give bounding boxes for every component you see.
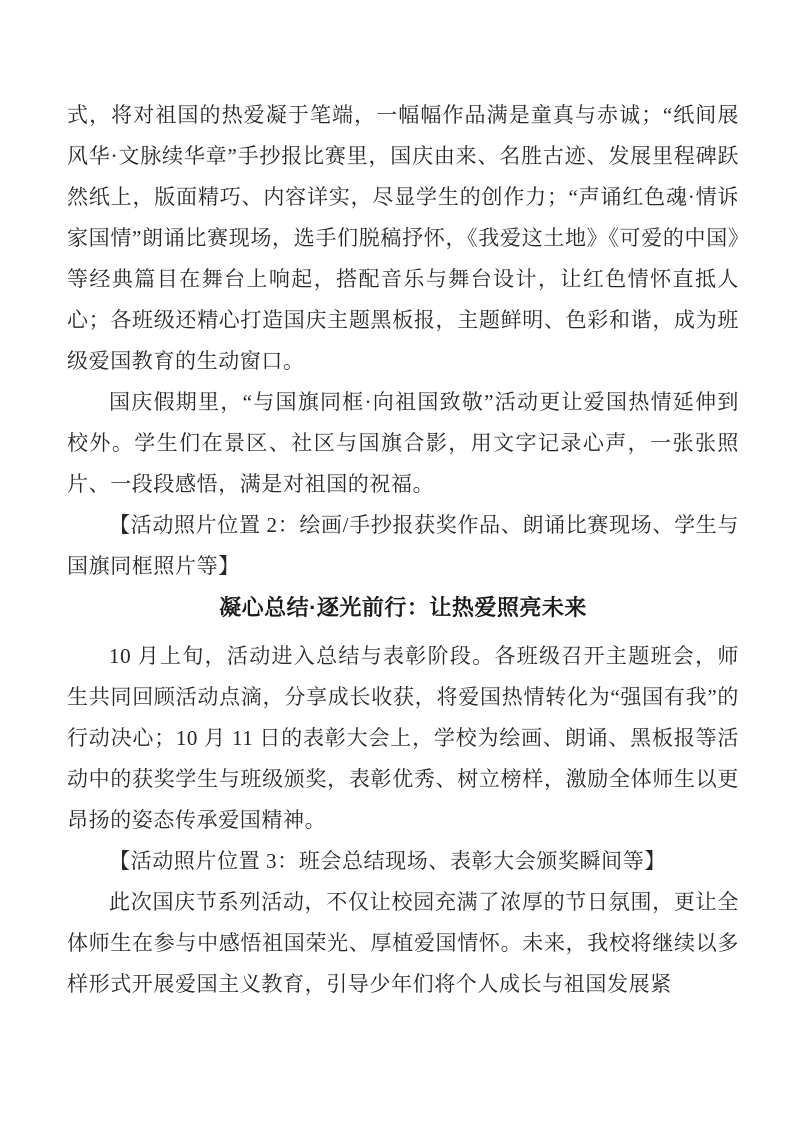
photo-placeholder-3: 【活动照片位置 3：班会总结现场、表彰大会颁奖瞬间等】 [109, 849, 666, 873]
photo-placeholder-2: 【活动照片位置 2：绘画/手抄报获奖作品、朗诵比赛现场、学生与国旗同框照片等】 [67, 513, 739, 578]
paragraph-conclusion: 此次国庆节系列活动，不仅让校园充满了浓厚的节日氛围，更让全体师生在参与中感悟祖国荣光、厚植爱国情怀。未来，我校将继续以多样形式开展爱国主义教育，引导少年们将个人成长与祖国发展紧 [67, 890, 739, 996]
paragraph-competitions-continued: 式，将对祖国的热爱凝于笔端，一幅幅作品满是童真与赤诚；“纸间展风华·文脉续华章”手抄报比赛里，国庆由来、名胜古迹、发展里程碑跃然纸上，版面精巧、内容详实，尽显学生的创作力；“声诵红色魂·情诉家国情”朗诵比赛现场，选手们脱稿抒怀，《我爱这土地》《可爱的中国》等经典篇目在舞台上响起，搭配音乐与舞台设计，让红色情怀直抵人心；各班级还精心打造国庆主题黑板报，主题鲜明、色彩和谐，成为班级爱国教育的生动窗口。 [67, 103, 739, 373]
paragraph-summary-commendation: 10 月上旬，活动进入总结与表彰阶段。各班级召开主题班会，师生共同回顾活动点滴，分享成长收获，将爱国热情转化为“强国有我”的行动决心；10 月 11 日的表彰大会上，学校为绘画、朗诵、黑板报等活动中的获奖学生与班级颁奖，表彰优秀、树立榜样，激励全体师生以更昂扬的姿态传承爱国精神。 [67, 644, 739, 832]
paragraph-holiday-flag-activity: 国庆假期里，“与国旗同框·向祖国致敬”活动更让爱国热情延伸到校外。学生们在景区、社区与国旗合影，用文字记录心声，一张张照片、一段段感悟，满是对祖国的祝福。 [67, 390, 739, 496]
document-content [67, 95, 739, 1005]
section-heading-summary: 凝心总结·逐光前行：让热爱照亮未来 [219, 595, 587, 620]
